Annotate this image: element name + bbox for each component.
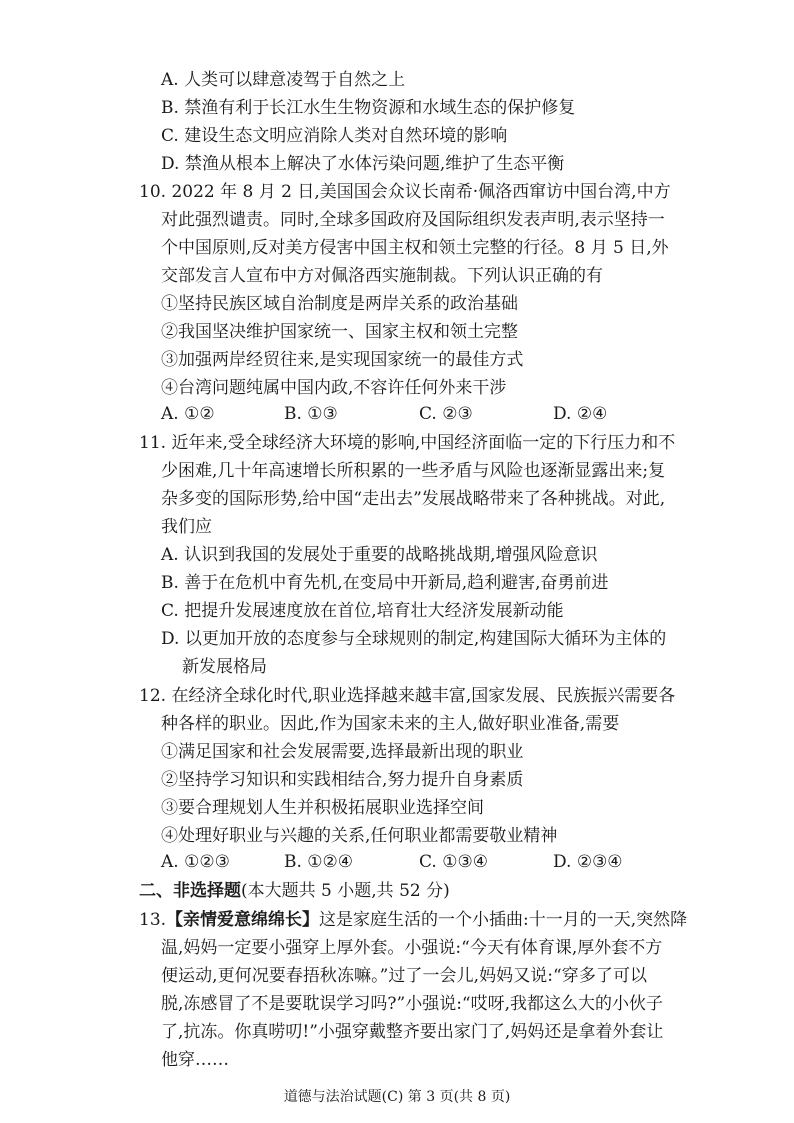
q10-stem-line: 对此强烈谴责。同时,全球多国政府及国际组织发表声明,表示坚持一 (161, 210, 665, 230)
q12-stem-line: 种各样的职业。因此,作为国家未来的主人,做好职业准备,需要 (161, 714, 620, 734)
q10-item-4: ④台湾问题纯属中国内政,不容许任何外来干涉 (161, 378, 507, 398)
q10-item-1: ①坚持民族区域自治制度是两岸关系的政治基础 (161, 294, 518, 314)
q12-choice-a: A. ①②③ (161, 852, 230, 872)
q10-choice-a: A. ①② (161, 404, 215, 424)
q13-line: 温,妈妈一定要小强穿上厚外套。小强说:“今天有体育课,厚外套不方 (161, 938, 663, 958)
q13-line: 他穿…… (161, 1050, 229, 1070)
q11-stem-line: 少困难,几十年高速增长所积累的一些矛盾与风险也逐渐显露出来;复 (161, 461, 666, 481)
q11-stem-line: 杂多变的国际形势,给中国“走出去”发展战略带来了各种挑战。对此, (161, 489, 666, 509)
q12-item-4: ④处理好职业与兴趣的关系,任何职业都需要敬业精神 (161, 826, 558, 846)
q13-first-line (139, 908, 688, 932)
q13-tag: 【亲情爱意绵绵长】 (166, 910, 320, 930)
q13-line: 脱,冻感冒了不是要耽误学习吗?”小强说:“哎呀,我都这么大的小伙子 (161, 994, 664, 1014)
section-heading (139, 879, 450, 903)
q10-item-3: ③加强两岸经贸往来,是实现国家统一的最佳方式 (161, 350, 524, 370)
section-title: 二、非选择题 (139, 881, 241, 901)
q10-choice-b: B. ①③ (284, 404, 338, 424)
q13-first-rest: 这是家庭生活的一个小插曲:十一月的一天,突然降 (319, 910, 688, 930)
q10-choice-d: D. ②④ (553, 404, 608, 424)
q13-line: 便运动,更何况要春捂秋冻嘛。”过了一会儿,妈妈又说:“穿多了可以 (161, 966, 647, 986)
q9-option-c: C. 建设生态文明应消除人类对自然环境的影响 (161, 126, 508, 146)
q12-item-3: ③要合理规划人生并积极拓展职业选择空间 (161, 798, 484, 818)
q11-option-a: A. 认识到我国的发展处于重要的战略挑战期,增强风险意识 (161, 545, 598, 565)
q10-item-2: ②我国坚决维护国家统一、国家主权和领土完整 (161, 322, 518, 342)
q11-stem-line: 我们应 (161, 517, 212, 537)
q10-stem-line: 10. 2022 年 8 月 2 日,美国国会众议长南希·佩洛西窜访中国台湾,中方 (139, 182, 671, 202)
q9-option-b: B. 禁渔有利于长江水生生物资源和水域生态的保护修复 (161, 98, 576, 118)
q12-item-2: ②坚持学习知识和实践相结合,努力提升自身素质 (161, 770, 524, 790)
q11-stem-line: 11. 近年来,受全球经济大环境的影响,中国经济面临一定的下行压力和不 (139, 433, 676, 453)
q12-stem-line: 12. 在经济全球化时代,职业选择越来越丰富,国家发展、民族振兴需要各 (139, 686, 676, 706)
section-note: (本大题共 5 小题,共 52 分) (241, 881, 450, 901)
page-footer: 道德与法治试题(C) 第 3 页(共 8 页) (283, 1089, 511, 1105)
q10-stem-line: 个中国原则,反对美方侵害中国主权和领土完整的行径。8 月 5 日,外 (161, 238, 669, 258)
q13-number: 13. (139, 910, 167, 930)
q11-option-c: C. 把提升发展速度放在首位,培育壮大经济发展新动能 (161, 601, 564, 621)
q11-option-b: B. 善于在危机中育先机,在变局中开新局,趋利避害,奋勇前进 (161, 573, 609, 593)
q9-option-a: A. 人类可以肆意凌驾于自然之上 (161, 70, 406, 90)
q12-item-1: ①满足国家和社会发展需要,选择最新出现的职业 (161, 742, 524, 762)
q9-option-d: D. 禁渔从根本上解决了水体污染问题,维护了生态平衡 (161, 154, 565, 174)
q12-choice-b: B. ①②④ (284, 852, 354, 872)
q12-choice-c: C. ①③④ (419, 852, 488, 872)
q12-choice-d: D. ②③④ (553, 852, 623, 872)
q11-option-d-cont: 新发展格局 (182, 657, 267, 677)
q10-stem-line: 交部发言人宣布中方对佩洛西实施制裁。下列认识正确的有 (161, 266, 603, 286)
q10-choice-c: C. ②③ (419, 404, 473, 424)
q11-option-d: D. 以更加开放的态度参与全球规则的制定,构建国际大循环为主体的 (161, 629, 667, 649)
q13-line: 了,抗冻。你真唠叨!”小强穿戴整齐要出家门了,妈妈还是拿着外套让 (161, 1022, 664, 1042)
